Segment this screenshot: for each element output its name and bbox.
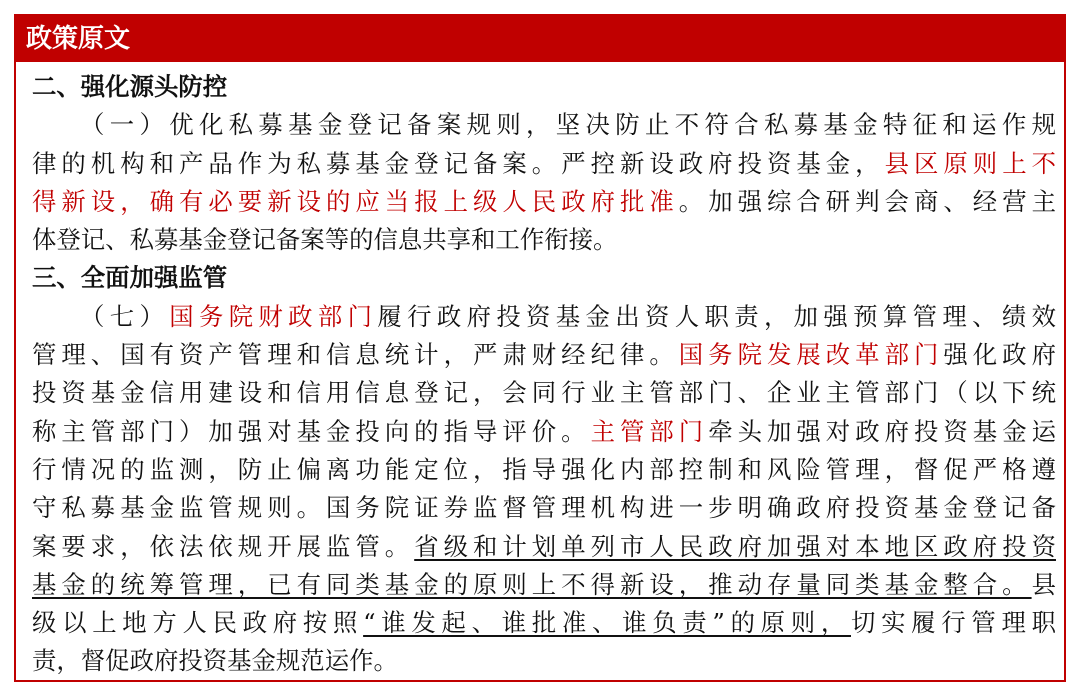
panel-title: 政策原文 [26,24,131,54]
highlight-text: 国务院发展改革部门 [678,340,944,370]
paragraph-7-line-9 [32,604,1056,642]
paragraph-1-line-3 [32,183,1056,221]
highlight-text: 主管部门 [590,416,709,446]
text-run: 切实履行管理职 [850,608,1056,638]
paragraph-1-line-4: 体登记、私募基金登记备案等的信息共享和工作衔接。 [32,225,618,255]
section-heading-3: 三、全面加强监管 [32,263,228,293]
highlight-text: 国务院财政部门 [169,301,378,331]
text-run: 案要求，依法依规开展监管。 [32,531,415,561]
text-run: 称主管部门）加强对基金投向的指导评价。 [32,416,591,446]
text-run: 牵头加强对政府投资基金运 [708,416,1056,446]
paragraph-7-line-3: 投资基金信用建设和信用信息登记，会同行业主管部门、企业主管部门（以下统 [32,378,1056,408]
text-run: 律的机构和产品作为私募基金登记备案。严控新设政府投资基金， [32,148,885,178]
policy-text-panel [14,14,1066,682]
paragraph-7-line-5: 行情况的监测，防止偏离功能定位，指导强化内部控制和风险管理，督促严格遵 [32,454,1056,484]
paragraph-7-line-4 [32,413,1056,451]
underlined-text: 基金的统筹管理，已有同类基金的原则上不得新设，推动存量同类基金整合。 [32,569,1032,599]
underlined-text: 省级和计划单列市人民政府加强对本地区政府投资 [414,531,1056,561]
paragraph-7-line-1 [32,298,1056,336]
paragraph-7-line-7 [32,528,1056,566]
highlight-text: 得新设，确有必要新设的应当报上级人民政府批准 [32,186,679,216]
paragraph-7-line-10: 责，督促政府投资基金规范运作。 [32,646,398,676]
text-run: 履行政府投资基金出资人职责，加强预算管理、绩效 [377,301,1056,331]
text-run: 。加强综合研判会商、经营主 [678,186,1056,216]
paragraph-1-line-1: （一）优化私募基金登记备案规则，坚决防止不符合私募基金特征和运作规 [80,110,1056,140]
underlined-text: “谁发起、谁批准、谁负责”的原则， [363,608,851,638]
section-heading-2: 二、强化源头防控 [32,72,228,101]
text-run: 级以上地方人民政府按照 [32,608,364,638]
paragraph-7-line-8 [32,566,1056,604]
policy-content [32,68,1056,681]
text-run: 县 [1031,569,1056,599]
paragraph-7-line-6: 守私募基金监管规则。国务院证券监督管理机构进一步明确政府投资基金登记备 [32,493,1056,523]
text-run: 强化政府 [943,340,1056,370]
panel-header [16,16,1064,62]
text-run: （七） [80,301,170,331]
paragraph-7-line-2 [32,336,1056,374]
text-run: 管理、国有资产管理和信息统计，严肃财经纪律。 [32,340,679,370]
paragraph-1-line-2 [32,145,1056,183]
highlight-text: 县区原则上不 [884,148,1056,178]
